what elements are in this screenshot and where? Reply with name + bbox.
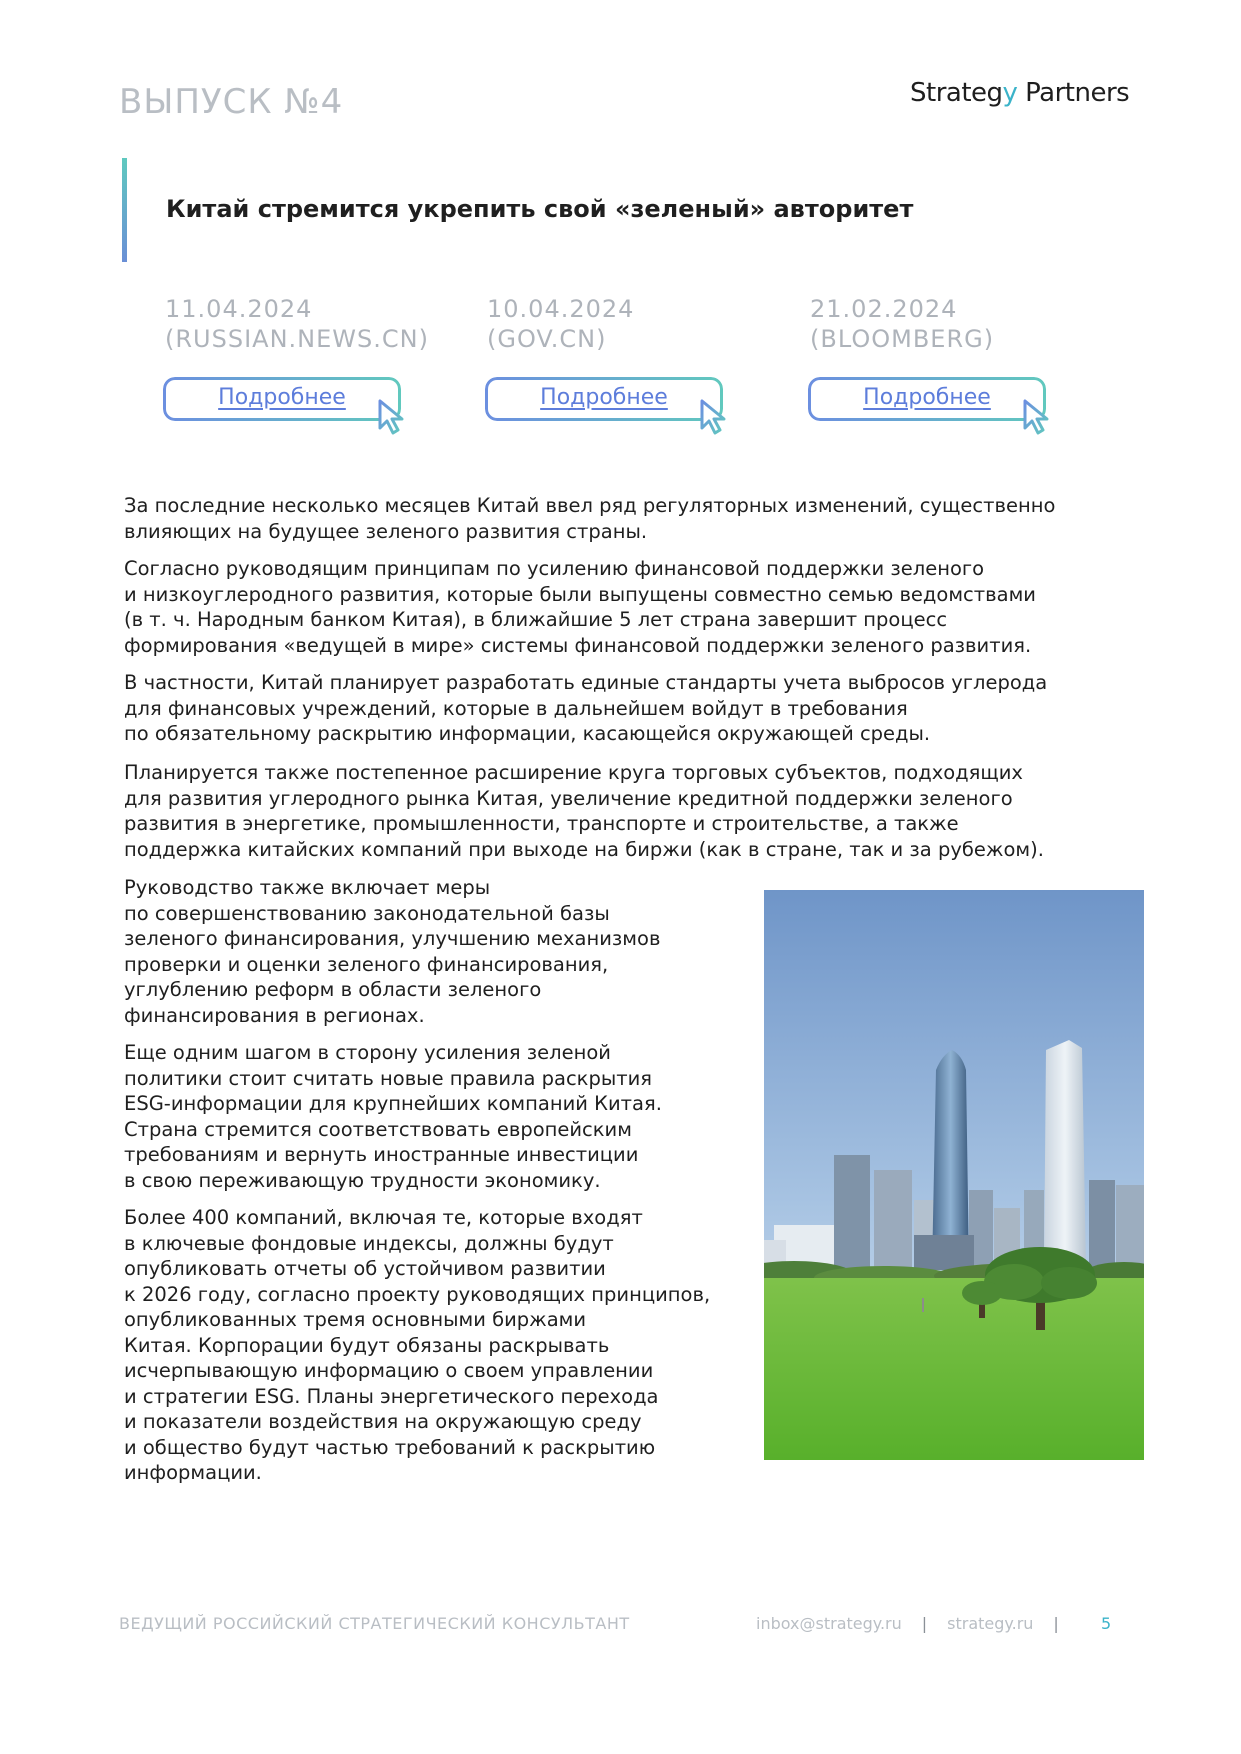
footer-site[interactable]: strategy.ru bbox=[947, 1614, 1034, 1633]
source-2 bbox=[487, 294, 787, 354]
source-date: 10.04.2024 bbox=[487, 295, 635, 323]
more-button-2[interactable] bbox=[488, 380, 720, 418]
company-logo bbox=[910, 78, 1129, 108]
more-button-1[interactable] bbox=[166, 380, 398, 418]
headline-accent-bar bbox=[122, 158, 127, 262]
city-park-photo bbox=[764, 890, 1144, 1460]
cursor-arrow-icon bbox=[698, 398, 732, 436]
more-button-3[interactable] bbox=[811, 380, 1043, 418]
page-number: 5 bbox=[1101, 1614, 1112, 1633]
cursor-arrow-icon bbox=[1021, 398, 1055, 436]
skyline-illustration bbox=[764, 890, 1144, 1460]
logo-text-1: Strateg bbox=[910, 78, 1003, 108]
source-name: (BLOOMBERG) bbox=[810, 325, 995, 353]
paragraph-5: Руководство также включает меры по совершенствованию законодательной базы зеленого финансирования, улучшению механизмов проверки и оценки зеленого финансирования, углублению реформ в области зеленого финансирования в регионах. bbox=[124, 876, 661, 1027]
paragraph-7: Более 400 компаний, включая те, которые входят в ключевые фондовые индексы, должны будут опубликовать отчеты об устойчивом развитии к 2026 году, согласно проекту руководящих принципов, опубликованных тремя основными биржами Китая. Корпорации будут обязаны раскрывать исчерпывающую информацию о своем управлении и стратегии ESG. Планы энергетического перехода и показатели воздействия на окружающую среду и общество будут частью требований к раскрытию информации. bbox=[124, 1206, 711, 1484]
paragraph-4: Планируется также постепенное расширение круга торговых субъектов, подходящих для развития углеродного рынка Китая, увеличение кредитной поддержки зеленого развития в энергетике, промышленности, транспорте и строительстве, а также поддержка китайских компаний при выходе на биржи (как в стране, так и за рубежом). bbox=[124, 761, 1044, 861]
footer-separator: | bbox=[1053, 1614, 1059, 1633]
paragraph-3: В частности, Китай планирует разработать единые стандарты учета выбросов углерода для финансовых учреждений, которые в дальнейшем войдут в требования по обязательному раскрытию информации, касающейся окружающей среды. bbox=[124, 671, 1048, 745]
footer-email[interactable]: inbox@strategy.ru bbox=[756, 1614, 902, 1633]
source-1 bbox=[165, 294, 465, 354]
more-link[interactable]: Подробнее bbox=[218, 385, 346, 410]
cursor-arrow-icon bbox=[376, 398, 410, 436]
more-link[interactable]: Подробнее bbox=[863, 385, 991, 410]
source-name: (GOV.CN) bbox=[487, 325, 607, 353]
source-name: (RUSSIAN.NEWS.CN) bbox=[165, 325, 429, 353]
source-date: 11.04.2024 bbox=[165, 295, 313, 323]
footer-contacts bbox=[756, 1614, 1079, 1633]
paragraph-6: Еще одним шагом в сторону усиления зеленой политики стоит считать новые правила раскрытия ESG-информации для крупнейших компаний Китая. Страна стремится соответствовать европейским требованиям и вернуть иностранные инвестиции в свою переживающую трудности экономику. bbox=[124, 1041, 662, 1192]
source-date: 21.02.2024 bbox=[810, 295, 958, 323]
more-link[interactable]: Подробнее bbox=[540, 385, 668, 410]
paragraph-1: За последние несколько месяцев Китай ввел ряд регуляторных изменений, существенно влияющих на будущее зеленого развития страны. bbox=[124, 494, 1056, 543]
logo-accent: y bbox=[1002, 78, 1018, 108]
article-title: Китай стремится укрепить свой «зеленый» авторитет bbox=[166, 195, 914, 223]
footer-separator: | bbox=[921, 1614, 928, 1633]
issue-label: ВЫПУСК №4 bbox=[119, 82, 344, 122]
paragraph-2: Согласно руководящим принципам по усилению финансовой поддержки зеленого и низкоуглеродного развития, которые были выпущены совместно семью ведомствами (в т. ч. Народным банком Китая), в ближайшие 5 лет страна завершит процесс формирования «ведущей в мире» системы финансовой поддержки зеленого развития. bbox=[124, 557, 1036, 657]
source-3 bbox=[810, 294, 1110, 354]
headline-block bbox=[122, 158, 1022, 262]
footer-tagline: ВЕДУЩИЙ РОССИЙСКИЙ СТРАТЕГИЧЕСКИЙ КОНСУЛЬТАНТ bbox=[119, 1614, 630, 1633]
logo-text-2: Partners bbox=[1017, 78, 1130, 108]
